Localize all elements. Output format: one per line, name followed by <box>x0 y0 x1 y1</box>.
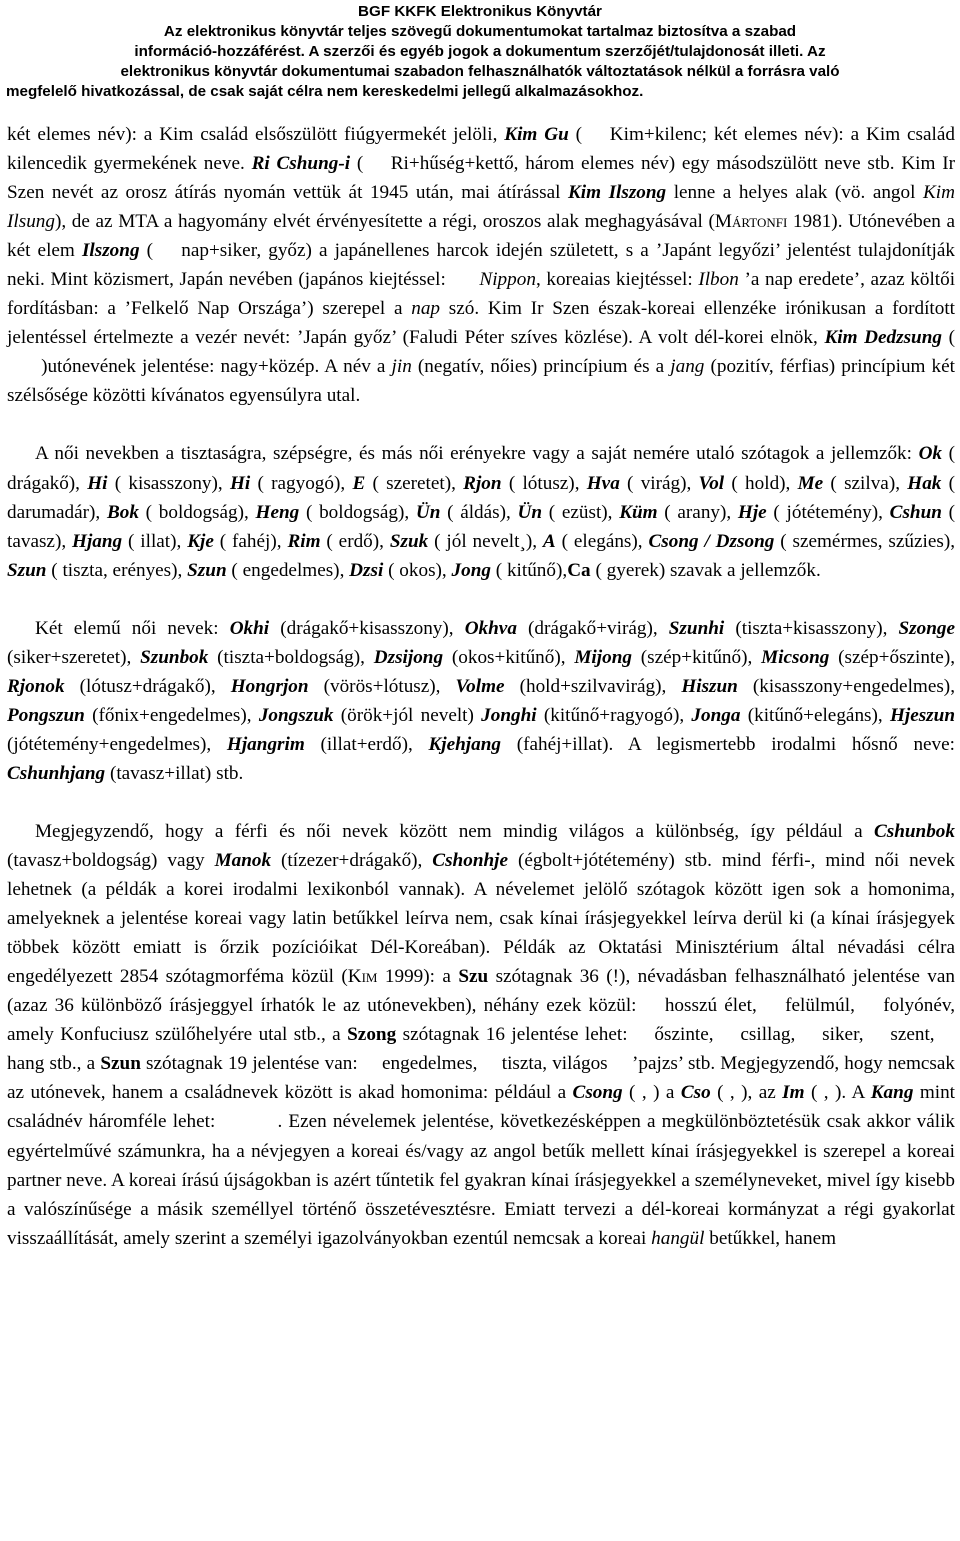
meaning: (siker+szeretet), <box>7 646 141 668</box>
meaning: (vörös+lótusz), <box>308 675 456 697</box>
text: ( <box>657 501 678 523</box>
name-term: Kang <box>870 1082 914 1104</box>
gloss: illat), <box>140 530 188 552</box>
syllable: Szu <box>458 966 489 988</box>
syllable: Vol <box>698 472 725 494</box>
female-name: Hjeszun <box>889 704 955 726</box>
text: 1999): a <box>377 966 459 988</box>
syllable: Szun <box>7 559 47 581</box>
female-name: Dzsijong <box>373 646 444 668</box>
text: gyerek) szavak a jellemzők. <box>606 559 821 581</box>
notice-line-3: elektronikus könyvtár dokumentumai szabadon felhasználhatók változtatások nélkül a forrásra való <box>120 63 840 80</box>
text: két elemes név): a Kim család elsőszülött fiúgyermekét jelöli, <box>7 124 505 145</box>
text: ( <box>226 559 243 581</box>
syllable: Heng <box>255 501 300 523</box>
text: tiszta, világos <box>496 1053 613 1075</box>
text: (pozitív, férfias) princípium két szélsősége közötti kívánatos egyensúlyra utal. <box>7 356 955 407</box>
library-notice-header <box>0 2 960 102</box>
gloss: boldogság), <box>319 501 416 523</box>
meaning: (kisasszony+engedelmes), <box>737 675 955 697</box>
syllable: Szun <box>100 1053 141 1075</box>
name-term: Ri Cshung-i <box>251 153 351 175</box>
gloss: jótétemény), <box>786 501 890 523</box>
text: . Ezen névelemek jelentése, következésképpen a megkülönböztetésük csak akkor válik egyértelművé számunkra, ha a névjegyen a koreai és/vagy az angol betűk mellett kínai írásjegyekkel is szerepel a koreai partner neve. A koreai írású újságokban is azért tűntetik fel gyakran kínai írásjegyekkel a személyneveket, mivel így kisebb a valószínűsége a másik személlyel történő összetévesztésre. Emiatt tervezi a dél-koreai kormányzat a régi gyakorlat visszaállítását, amely szerint a személyi igazolványokban ezentúl nemcsak a koreai <box>7 1111 955 1249</box>
name-term: Kim Dedzsung <box>824 327 942 349</box>
text: ), de az MTA a hagyomány elvét érvényesítette a régi, oroszos alak meghagyásával ( <box>54 211 715 233</box>
syllable: Dzsi <box>349 559 384 581</box>
name-term: Csong <box>572 1082 623 1104</box>
gloss: szemérmes, szűzies), <box>792 530 956 552</box>
text: (égbolt+jótétemény) stb. mind férfi-, mind női nevek lehetnek (a példák a korei irodalmi lexikonból vannak). A névelemet jelölő szótagok között igen sok a homonima, amelyeknek a jelentése koreai vagy latin betűkkel leírva nem, csak kínai írásjegyekkel leírva derül ki (a kínai írásjegyek többek között emiatt is őrzik pozícióikat Dél-Koreában). Példák az Oktatási Minisztérium által névadási célra engedélyezett 2854 szótagmorféma közül ( <box>7 850 956 988</box>
gloss: hold), <box>745 472 798 494</box>
syllable: Ok <box>918 443 943 465</box>
syllable: Hi <box>87 472 108 494</box>
female-name: Hongrjon <box>230 675 309 697</box>
text: ( <box>555 530 574 552</box>
syllable: Bok <box>106 501 139 523</box>
gloss: kitűnő), <box>506 559 568 581</box>
text: szótagnak 16 jelentése lehet: <box>396 1024 634 1046</box>
text: ( <box>490 559 507 581</box>
text: felülmúl, <box>777 995 863 1017</box>
text: ( <box>823 472 845 494</box>
gloss: arany), <box>677 501 738 523</box>
syllable: Hjang <box>72 530 123 552</box>
text: ( <box>213 530 233 552</box>
text: Kim+kilenc; két elemes név): a Kim család kilencedik gyermekének neve. <box>7 124 955 175</box>
author-name: Mártonfi <box>714 211 788 233</box>
syllable: Hva <box>586 472 620 494</box>
text: hosszú élet, <box>657 995 764 1017</box>
text: engedelmes, <box>376 1053 483 1075</box>
syllable: Kje <box>187 530 214 552</box>
name-term: Cshonhje <box>432 850 509 872</box>
text: ( <box>590 559 607 581</box>
text: (tízezer+drágakő), <box>271 850 433 872</box>
paragraph-4 <box>7 817 955 1253</box>
text: ( <box>428 530 447 552</box>
text: ( <box>107 472 129 494</box>
text: szótagnak 36 (!), névadásban felhasználható jelentése van (azaz 36 különböző írásjeggyel írhatók le az utónevekben), néhány ezek közül: <box>7 966 955 1017</box>
female-name: Mijong <box>574 646 632 668</box>
female-name: Cshunhjang <box>7 762 106 784</box>
female-name: Jongszuk <box>258 704 334 726</box>
syllable: Küm <box>619 501 658 523</box>
italic-term: Kim Ilsung <box>7 182 955 233</box>
text: ( <box>542 501 562 523</box>
syllable: Cshun <box>889 501 942 523</box>
syllable: Rjon <box>463 472 502 494</box>
meaning: (tiszta+boldogság), <box>208 646 374 668</box>
meaning: (tiszta+kisasszony), <box>724 617 899 639</box>
italic-term: jin <box>391 356 412 378</box>
text: ( <box>941 501 956 523</box>
text: (tavasz+illat) stb. <box>105 762 244 784</box>
gloss: darumadár), <box>7 501 107 523</box>
italic-term: nap <box>411 298 441 320</box>
text: ( , ). A <box>804 1082 871 1104</box>
gloss: szilva), <box>844 472 908 494</box>
text: ( <box>350 153 370 175</box>
gloss: fahéj), <box>232 530 288 552</box>
author-name: Kim <box>347 966 378 988</box>
name-term: Kim Ilszong <box>567 182 667 204</box>
text: ( <box>320 530 339 552</box>
paragraph-3 <box>7 614 955 788</box>
gloss: jól nevelt¸), <box>446 530 543 552</box>
syllable: Hi <box>229 472 251 494</box>
gloss: kisasszony), <box>128 472 230 494</box>
text: ( <box>440 501 461 523</box>
syllable: E <box>352 472 366 494</box>
text: ( <box>724 472 746 494</box>
female-name: Szunbok <box>140 646 209 668</box>
text: ( <box>766 501 787 523</box>
text: folyónév, amely Konfuciusz szülőhelyére utal stb., a <box>7 995 955 1046</box>
meaning: (jótétemény+engedelmes), <box>7 733 227 755</box>
text: 1981). Utónevében a két elem <box>7 211 955 262</box>
gloss: áldás), <box>460 501 518 523</box>
syllable: Me <box>797 472 824 494</box>
italic-term: Ilbon <box>698 269 739 291</box>
document-body <box>7 120 955 1253</box>
text: ’pajzs’ stb. Megjegyzendő, hogy nemcsak az utónevek, hanem a családnevek között is akad homonima: például a <box>7 1053 955 1104</box>
gloss: szeretet), <box>386 472 464 494</box>
syllable: Rim <box>287 530 321 552</box>
meaning: (hold+szilvavirág), <box>504 675 682 697</box>
meaning: (kitűnő+ragyogó), <box>536 704 692 726</box>
text: ( <box>941 472 956 494</box>
paragraph-2 <box>7 439 955 584</box>
text: ( , ) a <box>622 1082 681 1104</box>
female-name: Hiszun <box>681 675 738 697</box>
syllable: Szuk <box>389 530 429 552</box>
text: lenne a helyes alak (vö. angol <box>666 182 923 204</box>
meaning: (okos+kitűnő), <box>443 646 575 668</box>
name-term: Ilszong <box>81 240 140 262</box>
italic-term: hangül <box>651 1227 705 1249</box>
text: A női nevekben a tisztaságra, szépségre, és más női erényekre vagy a saját nemére utaló szótagok a jellemzők: <box>35 443 919 465</box>
notice-line-2: információ-hozzáférést. A szerzői és egyéb jogok a dokumentum szerzőjét/tulajdonosát illeti. Az <box>134 43 826 60</box>
text: betűkkel, hanem <box>704 1227 837 1249</box>
gloss: ragyogó), <box>271 472 353 494</box>
syllable: Hak <box>907 472 942 494</box>
female-name: Szonge <box>898 617 956 639</box>
syllable: Hje <box>737 501 767 523</box>
text: csillag, <box>733 1024 802 1046</box>
name-term: Cso <box>680 1082 711 1104</box>
library-name: BGF KKFK Elektronikus Könyvtár <box>358 3 602 20</box>
female-name: Jonghi <box>481 704 537 726</box>
name-term: Cshunbok <box>873 820 955 842</box>
syllable: A <box>542 530 556 552</box>
text: ( <box>139 240 161 262</box>
syllable: Szun <box>187 559 227 581</box>
meaning: (drágakő+kisasszony), <box>269 617 465 639</box>
name-term: Manok <box>214 850 272 872</box>
meaning: (illat+erdő), <box>304 733 429 755</box>
name-term: Kim Gu <box>504 124 569 145</box>
text: szent, <box>883 1024 941 1046</box>
text: (tavasz+boldogság) vagy <box>7 850 215 872</box>
female-name: Okhi <box>229 617 270 639</box>
italic-term: Nippon <box>479 269 536 291</box>
text: szó. Kim Ir Szen észak-koreai ellenzéke irónikusan a fordított jelentéssel értelmezte a vezér nevét: ’Japán győz’ (Faludi Péter szíves közlése). A volt dél-korei elnök, <box>7 298 955 349</box>
gloss: tavasz), <box>7 530 73 552</box>
paragraph-1 <box>7 120 955 410</box>
text: hang stb., a <box>7 1053 101 1075</box>
text: szótagnak 19 jelentése van: <box>140 1053 363 1075</box>
text: ( <box>942 443 955 465</box>
text: Két elemű női nevek: <box>35 617 230 639</box>
text: ’a nap eredete’, azaz költői fordításban: a ’Felkelő Nap Országa’) szerepel a <box>7 269 956 320</box>
text: ( , ), az <box>710 1082 783 1104</box>
notice-line-1: Az elektronikus könyvtár teljes szövegű dokumentumokat tartalmaz biztosítva a szabad <box>163 23 797 40</box>
gloss: lótusz), <box>522 472 587 494</box>
text: ( <box>619 472 641 494</box>
text: mint családnév háromféle lehet: <box>7 1082 956 1133</box>
meaning: (lótusz+drágakő), <box>64 675 231 697</box>
gloss: drágakő), <box>7 472 88 494</box>
female-name: Rjonok <box>7 675 65 697</box>
text: ( <box>365 472 387 494</box>
text: Megjegyzendő, hogy a férfi és női nevek között nem mindig világos a különbség, így például a <box>35 820 874 842</box>
text: ( <box>46 559 63 581</box>
text: ( <box>138 501 159 523</box>
syllable: Ca <box>567 559 591 581</box>
text: (negatív, nőies) princípium és a <box>411 356 671 378</box>
syllable: Jong <box>451 559 491 581</box>
syllable: Csong / Dzsong <box>648 530 775 552</box>
text: ( <box>383 559 400 581</box>
meaning: (fahéj+illat). <box>501 733 628 755</box>
female-name: Szunhi <box>668 617 725 639</box>
italic-term: jang <box>670 356 705 378</box>
female-name: Hjangrim <box>226 733 305 755</box>
text: ( <box>941 327 956 349</box>
text: ( <box>501 472 523 494</box>
text: siker, <box>815 1024 870 1046</box>
female-name: Kjehjang <box>428 733 501 755</box>
meaning: (kitűnő+elegáns), <box>740 704 890 726</box>
female-name: Jonga <box>691 704 741 726</box>
syllable: Szong <box>347 1024 397 1046</box>
gloss: elegáns), <box>573 530 649 552</box>
text: őszinte, <box>647 1024 720 1046</box>
text: ( <box>568 124 589 145</box>
text: nap+siker, győz) a japánellenes harcok idején született, s a ’Japánt legyőzi’ jelentést tulajdonítják neki. Mint közismert, Japán nevében (japános kiejtéssel: <box>7 240 955 291</box>
gloss: engedelmes), <box>242 559 350 581</box>
female-name: Okhva <box>464 617 517 639</box>
gloss: virág), <box>640 472 699 494</box>
gloss: ezüst), <box>561 501 620 523</box>
meaning: (szép+kitűnő), <box>631 646 762 668</box>
gloss: erdő), <box>338 530 390 552</box>
female-name: Volme <box>455 675 505 697</box>
female-name: Pongszun <box>7 704 85 726</box>
text: , koreaias kiejtéssel: <box>535 269 699 291</box>
meaning: (főnix+engedelmes), <box>84 704 259 726</box>
syllable: Ün <box>415 501 441 523</box>
text: ( <box>122 530 141 552</box>
gloss: tiszta, erényes), <box>62 559 188 581</box>
meaning: (drágakő+virág), <box>516 617 669 639</box>
syllable: Ün <box>517 501 543 523</box>
gloss: boldogság), <box>158 501 256 523</box>
gloss: okos), <box>399 559 452 581</box>
meaning: (örök+jól nevelt) <box>333 704 482 726</box>
female-name: Micsong <box>761 646 830 668</box>
name-term: Im <box>782 1082 805 1104</box>
text: )utónevének jelentése: nagy+közép. A név a <box>35 356 392 378</box>
text: ( <box>250 472 272 494</box>
text: Ri+hűség+kettő, három elemes név) egy másodszülött neve stb. Kim Ir Szen nevét az orosz átírás nyomán vettük át 1945 után, mai átírással <box>7 153 955 204</box>
notice-line-4: megfelelő hivatkozással, de csak saját célra nem kereskedelmi jellegű alkalmazásokhoz. <box>6 83 644 100</box>
meaning: (szép+őszinte), <box>829 646 956 668</box>
text: A legismertebb irodalmi hősnő neve: <box>627 733 955 755</box>
text: ( <box>774 530 793 552</box>
text: ( <box>299 501 320 523</box>
